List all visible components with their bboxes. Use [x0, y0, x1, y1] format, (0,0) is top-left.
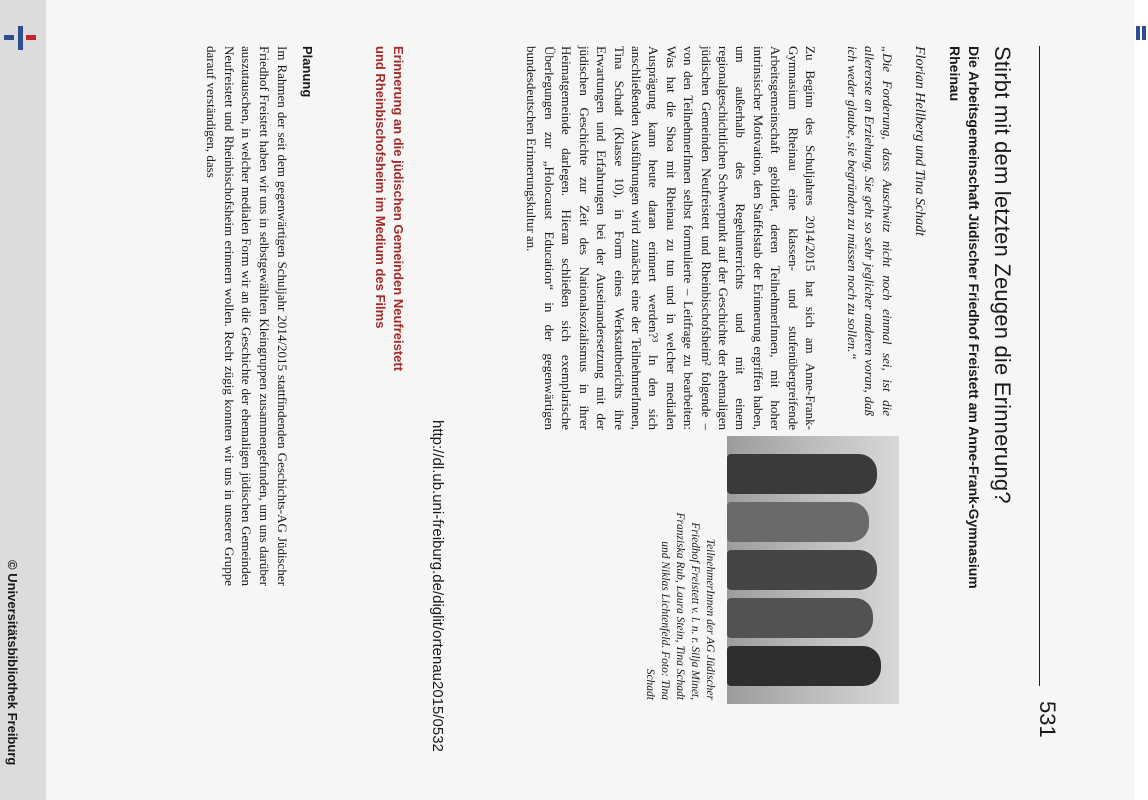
article-authors: Florian Hellberg und Tina Schadt [912, 46, 927, 237]
subsection-heading: Planung [300, 46, 315, 98]
article-subtitle: Die Arbeitsgemeinschaft Jüdischer Friedhof Freistett am Anne-Frank-Gymnasium Rheinau [947, 46, 982, 589]
page-number: 531 [1035, 701, 1060, 738]
right-margin-strip [1134, 0, 1148, 800]
copyright-notice: © Universitätsbibliothek Freiburg [5, 560, 20, 766]
library-logo-icon [4, 26, 36, 50]
group-photo [727, 436, 899, 704]
source-url[interactable]: http://dl.ub.uni-freiburg.de/diglit/ortenau2015/0532 [429, 420, 446, 752]
library-logo-icon-right [1136, 26, 1146, 40]
article-title: Stirbt mit dem letzten Zeugen die Erinnerung? [990, 46, 1015, 504]
photo-caption: TeilnehmerInnen der AG Jüdischer Friedhof Freistett v. l. n. r. Silja Minet, Franziska Rub, Laura Stein, Tina Schadt und Niklas Lichtenfeld. Foto: Tina Schadt [644, 512, 716, 700]
planung-paragraph: Im Rahmen der seit dem gegenwärtigen Schuljahr 2014/2015 stattfindenden Geschichts-AG Jüdischer Friedhof Freistett haben wir uns in selbstgewählten Kleingruppen zusammengefunden, um uns darüber auszutauschen, in welcher medialen Form wir an die Geschichte der ehemaligen jüdischen Gemeinden Neufreistett und Rheinbischofsheim erinnern wollen. Recht zügig konnten wir uns in unserer Gruppe darauf verständigen, dass [203, 46, 290, 586]
header-rule [1039, 46, 1040, 686]
intro-paragraph: Zu Beginn des Schuljahres 2014/2015 hat sich am Anne-Frank-Gymnasium Rheinau eine klassen- und stufenübergreifende Arbeitsgemeinschaft gebildet, deren TeilnehmerInnen, mit hoher intrinsischer Motivation, den Staffelstab der Erinnerung ergriffen haben, um außerhalb des Regelunterrichts und mit einem regionalgeschichtlichen Schwerpunkt auf der Geschichte der ehemaligen jüdischen Gemeinden Neufreistett und Rheinbischofsheim² folgende – von den TeilnehmerInnen selbst formulierte – Leitfrage zu bearbeiten: Was hat die Shoa mit Rheinau zu tun und in welcher medialen Ausprägung kann heute daran erinnert werden?³ In den sich anschließenden Ausführungen wird zunächst eine der TeilnehmerInnen, Tina Schadt (Klasse 10), in Form eines Werkstattberichts ihre Erwartungen und Erfahrungen bei der Auseinandersetzung mit der jüdischen Geschichte zur Zeit des Nationalsozialismus in ihrer Heimatgemeinde darlegen. Hieran schließen sich exemplarische Überlegungen zur „Holocaust Education“ in der gegenwärtigen bundesdeutschen Erinnerungskultur an. [524, 46, 818, 430]
scanned-page [85, 46, 1095, 766]
section-heading: Erinnerung an die jüdischen Gemeinden Neufreistett und Rheinbischofsheim im Medium des Films [373, 46, 406, 372]
epigraph-quote: „Die Forderung, dass Auschwitz nicht noch einmal sei, ist die allererste an Erziehung. Sie geht so sehr jeglicher anderen voran, daß ich weder glaube, sie begründen zu müssen noch zu sollen.“ [845, 46, 895, 416]
